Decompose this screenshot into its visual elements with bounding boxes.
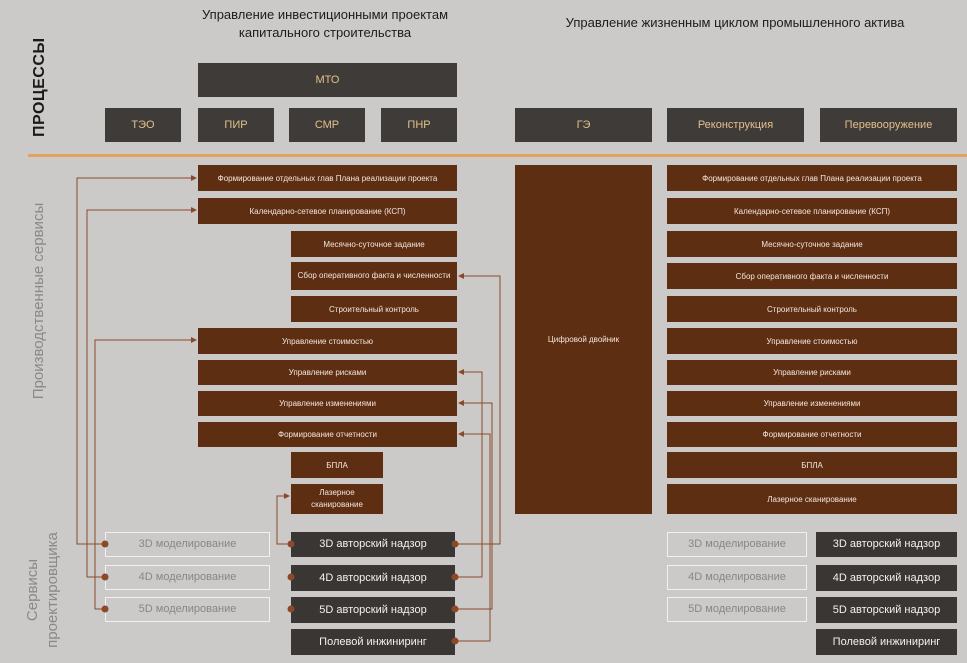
left-field-engineering[interactable]: Полевой инжиниринг	[291, 629, 455, 655]
right-service-plan-chapters[interactable]: Формирование отдельных глав Плана реализации проекта	[667, 165, 957, 191]
left-service-cost[interactable]: Управление стоимостью	[198, 328, 457, 354]
left-service-changes[interactable]: Управление изменениями	[198, 391, 457, 416]
left-service-fact[interactable]: Сбор оперативного факта и численности	[291, 262, 457, 290]
process-smr[interactable]: СМР	[289, 108, 365, 142]
process-pir[interactable]: ПИР	[198, 108, 274, 142]
left-modeling-5d[interactable]: 5D моделирование	[105, 597, 270, 622]
process-rearmament[interactable]: Перевооружение	[820, 108, 957, 142]
connector-dot	[102, 606, 109, 613]
process-pnr[interactable]: ПНР	[381, 108, 457, 142]
right-service-risks[interactable]: Управление рисками	[667, 360, 957, 385]
right-section-title: Управление жизненным циклом промышленного актива	[565, 15, 905, 30]
left-service-monthly[interactable]: Месячно-суточное задание	[291, 231, 457, 257]
left-section-title: Управление инвестиционными проектам капитального строительства	[201, 7, 449, 40]
connector-field-to-reporting	[455, 434, 490, 641]
right-service-reporting[interactable]: Формирование отчетности	[667, 422, 957, 447]
connector-3d-to-laser	[277, 496, 291, 544]
right-service-monthly[interactable]: Месячно-суточное задание	[667, 231, 957, 257]
left-supervision-3d[interactable]: 3D авторский надзор	[291, 532, 455, 557]
left-service-control[interactable]: Строительный контроль	[291, 296, 457, 322]
left-service-laser[interactable]: Лазерное сканирование	[291, 484, 383, 514]
left-service-reporting[interactable]: Формирование отчетности	[198, 422, 457, 447]
right-modeling-5d[interactable]: 5D моделирование	[667, 597, 807, 622]
left-service-risks[interactable]: Управление рисками	[198, 360, 457, 385]
connector-dot	[288, 574, 295, 581]
left-modeling-4d[interactable]: 4D моделирование	[105, 565, 270, 590]
connector-dot	[452, 638, 459, 645]
right-service-cost[interactable]: Управление стоимостью	[667, 328, 957, 354]
connector-dot	[452, 541, 459, 548]
connector-4d-to-calendar	[87, 210, 196, 577]
connector-dot	[288, 541, 295, 548]
right-service-laser[interactable]: Лазерное сканирование	[667, 484, 957, 514]
process-reconstruction[interactable]: Реконструкция	[667, 108, 804, 142]
right-service-calendar[interactable]: Календарно-сетевое планирование (КСП)	[667, 198, 957, 224]
left-service-uav[interactable]: БПЛА	[291, 452, 383, 478]
left-service-plan-chapters[interactable]: Формирование отдельных глав Плана реализации проекта	[198, 165, 457, 191]
digital-twin[interactable]: Цифровой двойник	[515, 165, 652, 514]
connector-dot	[288, 606, 295, 613]
right-supervision-5d[interactable]: 5D авторский надзор	[816, 597, 957, 623]
right-service-control[interactable]: Строительный контроль	[667, 296, 957, 322]
left-modeling-3d[interactable]: 3D моделирование	[105, 532, 270, 557]
right-service-fact[interactable]: Сбор оперативного факта и численности	[667, 263, 957, 289]
right-supervision-3d[interactable]: 3D авторский надзор	[816, 532, 957, 557]
right-modeling-3d[interactable]: 3D моделирование	[667, 532, 807, 557]
right-modeling-4d[interactable]: 4D моделирование	[667, 565, 807, 590]
process-ge[interactable]: ГЭ	[515, 108, 652, 142]
left-service-calendar[interactable]: Календарно-сетевое планирование (КСП)	[198, 198, 457, 224]
connector-dot	[102, 574, 109, 581]
right-service-changes[interactable]: Управление изменениями	[667, 391, 957, 416]
connector-dot	[102, 541, 109, 548]
designer-services-label: Сервисы проектировщика	[24, 532, 61, 648]
right-service-uav[interactable]: БПЛА	[667, 452, 957, 478]
left-supervision-4d[interactable]: 4D авторский надзор	[291, 565, 455, 591]
connector-s3d-to-fact	[455, 276, 500, 544]
production-services-label: Производственные сервисы	[30, 202, 47, 400]
processes-label: ПРОЦЕССЫ	[31, 37, 48, 137]
right-field-engineering[interactable]: Полевой инжиниринг	[816, 629, 957, 655]
right-supervision-4d[interactable]: 4D авторский надзор	[816, 565, 957, 591]
connector-dot	[452, 606, 459, 613]
process-teo[interactable]: ТЭО	[105, 108, 181, 142]
connector-dot	[452, 574, 459, 581]
process-mto[interactable]: МТО	[198, 63, 457, 97]
left-supervision-5d[interactable]: 5D авторский надзор	[291, 597, 455, 623]
connector-5d-to-cost	[95, 340, 196, 609]
